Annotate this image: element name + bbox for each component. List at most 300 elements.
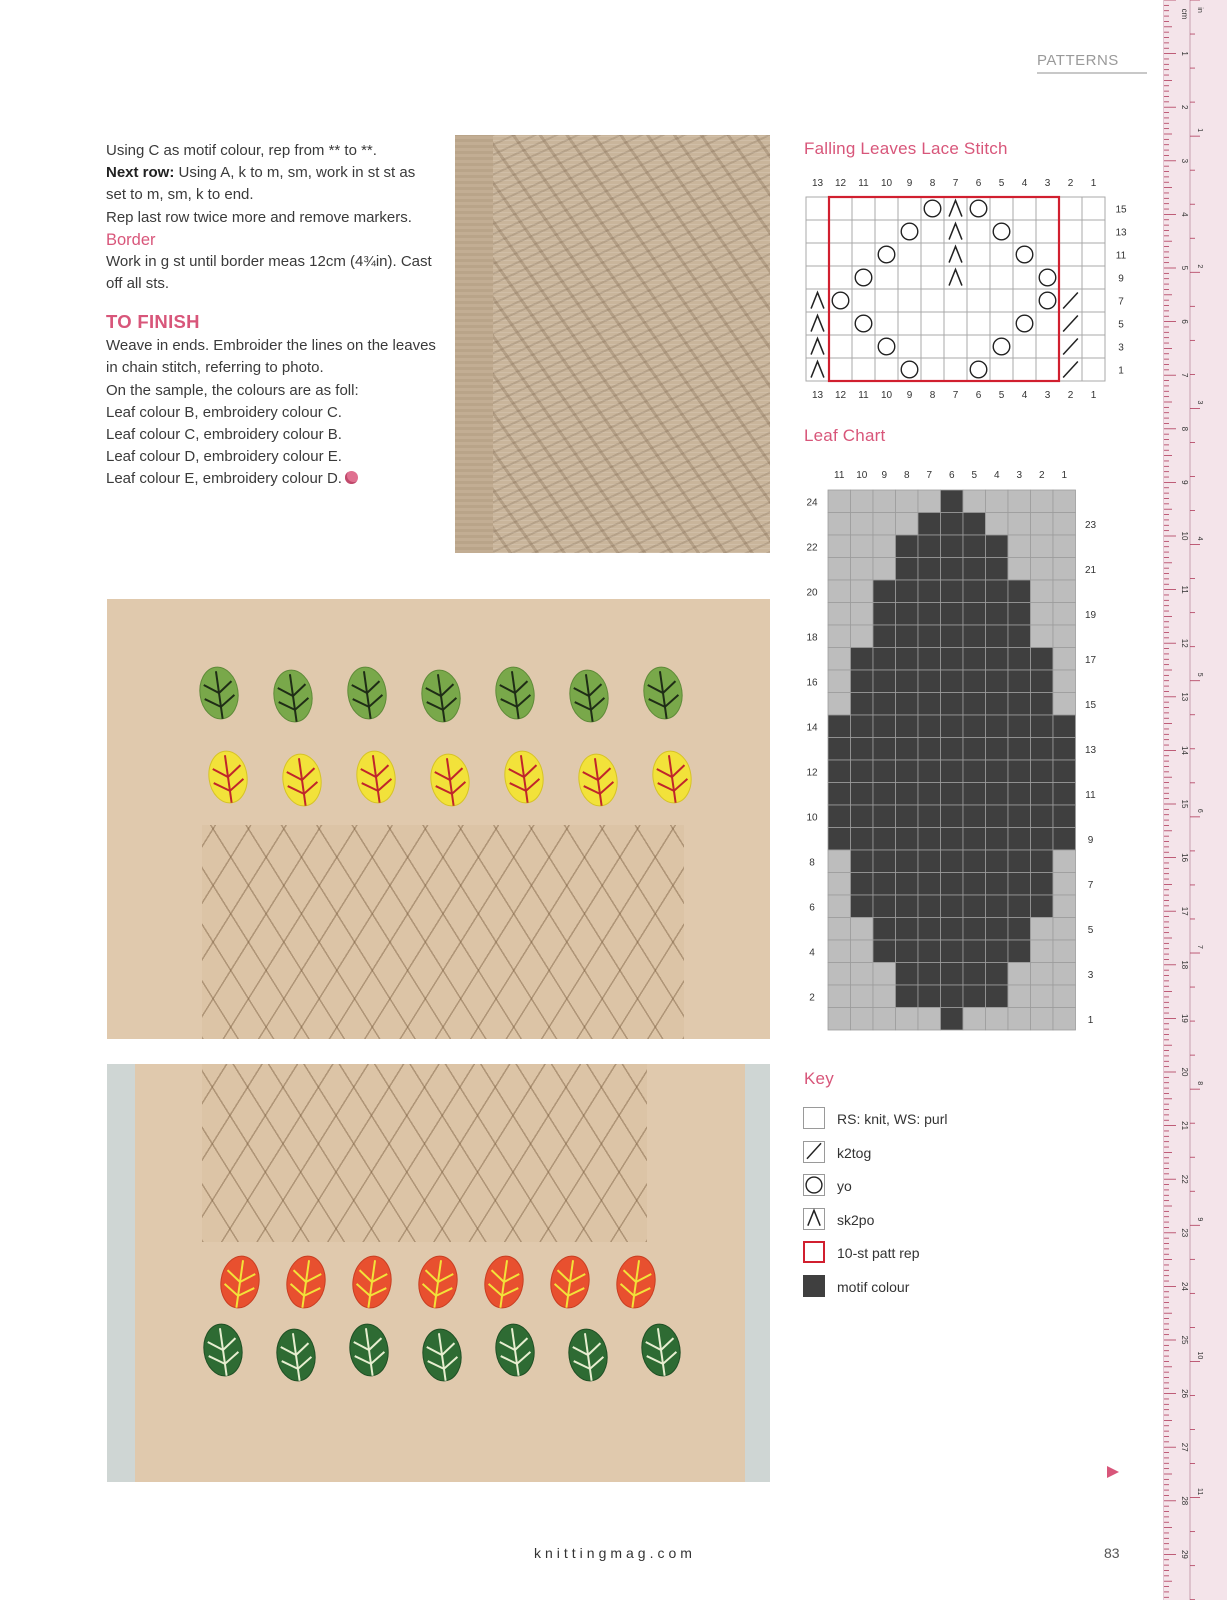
motif-cell [1008,850,1031,873]
row-label: 2 [809,992,815,1004]
motif-cell [963,513,986,536]
section-label: PATTERNS [1037,52,1147,74]
motif-cell [896,738,919,761]
motif-cell [828,828,851,851]
motif-cell [873,760,896,783]
ruler-unit-cm: cm [1180,8,1189,20]
leaf-motif [195,662,242,723]
motif-cell [1008,625,1031,648]
motif-cell [828,783,851,806]
sk2po-symbol [807,1211,819,1226]
ruler-in-label: 7 [1196,945,1203,949]
motif-cell [851,760,874,783]
leaf-motif [546,1251,593,1312]
motif-cell [896,580,919,603]
background-cell [851,535,874,558]
leaf-motif [426,749,473,810]
leaf-motif [612,1251,659,1312]
motif-cell [873,693,896,716]
motif-cell [941,648,964,671]
motif-cell [873,648,896,671]
motif-cell [986,783,1009,806]
motif-cell [1008,580,1031,603]
yo-key-icon [803,1174,825,1196]
column-label: 4 [1021,178,1028,189]
ruler-cm-label: 12 [1180,638,1189,648]
row-label: 9 [1118,273,1124,285]
key-title: Key [804,1069,834,1088]
background-cell [1053,648,1076,671]
chart-cell [944,335,967,358]
row-label: 18 [806,632,818,644]
key-label: yo [837,1178,852,1195]
chart-cell [967,266,990,289]
motif-cell [896,603,919,626]
footer-url: knittingmag.com [534,1545,696,1561]
background-cell [1053,670,1076,693]
motif-cell [918,963,941,986]
background-cell [1031,940,1054,963]
motif-cell [986,670,1009,693]
motif-cell [873,873,896,896]
ruler-cm-label: 23 [1180,1228,1189,1238]
motif-cell [963,693,986,716]
motif-cell [873,783,896,806]
background-cell [1008,513,1031,536]
background-cell [851,490,874,513]
background-cell [963,1008,986,1031]
key-label: RS: knit, WS: purl [837,1111,948,1127]
ruler-cm-label: 15 [1180,799,1189,809]
lace-panel [202,1064,647,1242]
background-cell [851,918,874,941]
motif-cell [986,648,1009,671]
chart-cell [944,358,967,381]
ruler-cm-label: 20 [1180,1067,1189,1077]
motif-cell [1008,783,1031,806]
next-row-text: Using A, k to m, sm, work in st st as set to m, sm, k to end. [106,164,416,204]
motif-cell [918,985,941,1008]
background-cell [828,490,851,513]
motif-cell [873,670,896,693]
background-cell [1031,490,1054,513]
key-label: sk2po [837,1211,875,1228]
blank-key-icon [803,1107,825,1129]
paragraph [106,162,436,206]
motif-cell [963,580,986,603]
column-label: 7 [952,178,959,189]
chart-cell [1059,243,1082,266]
leaf-motif [417,665,464,726]
chart-cell [921,243,944,266]
blanket-bottom-photo [107,1064,770,1482]
motif-cell [941,985,964,1008]
background-cell [896,513,919,536]
background-cell [828,513,851,536]
leaf-motif [272,1324,319,1385]
paragraph: Using C as motif colour, rep from ** to **. [106,142,377,159]
motif-cell [963,760,986,783]
motif-cell [918,940,941,963]
yo-symbol [806,1177,822,1193]
motif-cell [963,918,986,941]
chart-cell [875,312,898,335]
motif-cell [1008,760,1031,783]
background-cell [873,985,896,1008]
motif-cell [1031,873,1054,896]
column-label: 10 [856,470,868,481]
background-cell [1053,873,1076,896]
chart-cell [1036,220,1059,243]
motif-cell [941,625,964,648]
paragraph: Leaf colour D, embroidery colour E. [106,448,342,466]
motif-cell [963,715,986,738]
column-label: 6 [975,178,982,189]
column-label: 3 [1044,390,1051,401]
background-cell [896,490,919,513]
background-cell [828,918,851,941]
leaf-motif [345,1319,392,1380]
background-cell [1053,625,1076,648]
background-cell [1053,940,1076,963]
key-label: 10-st patt rep [837,1245,920,1262]
row-label: 19 [1084,609,1097,621]
column-label: 5 [998,178,1005,189]
chart-cell [921,335,944,358]
motif-cell [963,535,986,558]
pattern-text [106,140,436,491]
motif-cell [1008,895,1031,918]
chart-cell [1082,197,1105,220]
motif-cell [941,963,964,986]
row-label: 17 [1084,654,1097,666]
column-label: 2 [1067,390,1074,401]
chart-cell [852,335,875,358]
motif-cell [918,625,941,648]
row-label: 5 [1087,924,1094,936]
motif-cell [873,940,896,963]
background-cell [1053,963,1076,986]
ruler-unit-in: in [1196,7,1203,13]
column-label: 2 [1067,178,1074,189]
motif-cell [896,895,919,918]
background-cell [1008,1008,1031,1031]
ruler-cm-label: 1 [1180,51,1189,56]
motif-cell [1008,603,1031,626]
motif-cell [918,895,941,918]
measuring-ruler [1163,0,1227,1600]
page-number: 83 [1104,1545,1120,1561]
motif-cell [1031,805,1054,828]
motif-cell [986,535,1009,558]
motif-cell [1053,828,1076,851]
chart-cell [852,197,875,220]
column-label: 3 [1016,470,1023,481]
column-label: 11 [858,178,869,189]
motif-cell [1031,715,1054,738]
motif-cell [851,850,874,873]
motif-cell [963,850,986,873]
motif-cell [963,603,986,626]
row-label: 20 [806,587,818,599]
ruler-cm-label: 13 [1180,692,1189,702]
ruler-in-label: 10 [1196,1351,1203,1360]
motif-cell [851,805,874,828]
motif-cell [986,738,1009,761]
leaf-motif [500,746,547,807]
motif-cell [941,873,964,896]
chart-cell [829,220,852,243]
repeat-key-icon [803,1241,825,1263]
ruler-cm-label: 9 [1180,480,1189,485]
motif-cell [1008,738,1031,761]
motif-cell [1053,805,1076,828]
motif-cell [986,918,1009,941]
k2tog-symbol [806,1143,820,1158]
leaf-motif [564,1324,611,1385]
column-label: 8 [929,178,936,189]
motif-cell [963,558,986,581]
motif-cell [918,805,941,828]
background-cell [851,513,874,536]
motif-cell [941,580,964,603]
chart-cell [806,243,829,266]
paragraph [106,468,436,490]
column-label: 4 [993,470,1000,481]
ruler-cm-label: 16 [1180,853,1189,863]
column-label: 8 [903,470,910,481]
column-label: 1 [1090,390,1097,401]
motif-cell [963,738,986,761]
lace-chart-title: Falling Leaves Lace Stitch [804,139,1008,158]
motif-cell [896,985,919,1008]
chart-cell [1013,335,1036,358]
background-cell [851,603,874,626]
ruler-cm-label: 18 [1180,960,1189,970]
chart-cell [806,266,829,289]
chart-cell [1082,266,1105,289]
motif-cell [873,738,896,761]
ruler-cm-label: 24 [1180,1281,1189,1291]
motif-cell [986,850,1009,873]
motif-cell [963,828,986,851]
motif-cell [918,535,941,558]
motif-cell [986,895,1009,918]
motif-cell [918,760,941,783]
chart-cell [806,220,829,243]
background-cell [828,648,851,671]
ruler-in-label: 1 [1196,128,1203,133]
chart-cell [875,289,898,312]
column-label: 1 [1090,178,1097,189]
background-cell [828,535,851,558]
column-label: 5 [971,470,978,481]
ruler-in-label: 5 [1196,672,1203,677]
background-cell [873,558,896,581]
motif-cell [918,738,941,761]
motif-cell [851,783,874,806]
motif-cell [986,693,1009,716]
chart-cell [1036,243,1059,266]
background-cell [1008,558,1031,581]
motif-cell [873,805,896,828]
chart-cell [990,289,1013,312]
motif-cell [1031,895,1054,918]
chart-cell [1013,220,1036,243]
chart-cell [898,266,921,289]
background-cell [918,1008,941,1031]
chart-cell [1059,220,1082,243]
background-cell [918,490,941,513]
leaf-motif [204,746,251,807]
chart-cell [944,289,967,312]
motif-cell [1008,873,1031,896]
k2tog-key-icon [803,1141,825,1163]
background-cell [1031,625,1054,648]
motif-cell [873,603,896,626]
background-cell [851,985,874,1008]
motif-cell [896,648,919,671]
chart-cell [1013,358,1036,381]
leaf-motif [199,1319,246,1380]
motif-cell [1053,715,1076,738]
motif-cell [986,625,1009,648]
chart-cell [898,197,921,220]
motif-cell [918,603,941,626]
garter-edge [455,135,493,553]
motif-cell [873,625,896,648]
background-cell [1008,963,1031,986]
motif-cell [828,715,851,738]
row-label: 7 [1087,879,1094,891]
background-cell [828,850,851,873]
motif-cell [896,558,919,581]
background-cell [851,625,874,648]
motif-cell [873,715,896,738]
background-cell [828,603,851,626]
motif-cell [918,715,941,738]
background-cell [873,963,896,986]
motif-cell [1031,828,1054,851]
lace-chart [800,172,1130,406]
motif-cell [873,918,896,941]
chart-cell [875,266,898,289]
motif-cell [918,513,941,536]
leaf-motif [282,1251,329,1312]
motif-key-icon [803,1275,825,1297]
leaf-motif [414,1251,461,1312]
chart-cell [944,312,967,335]
motif-cell [1031,648,1054,671]
motif-cell [941,693,964,716]
blanket-top-photo [107,599,770,1039]
ruler-in-label: 4 [1196,536,1203,541]
chart-cell [1082,289,1105,312]
row-label: 1 [1118,365,1124,377]
background-cell [828,873,851,896]
column-label: 12 [834,178,847,189]
motif-cell [851,715,874,738]
paragraph-text: Leaf colour E, embroidery colour D. [106,470,342,488]
chart-cell [1013,289,1036,312]
background-cell [1053,850,1076,873]
row-label: 23 [1084,519,1097,531]
column-label: 9 [906,178,913,189]
ruler-in-label: 3 [1196,400,1203,405]
motif-cell [963,625,986,648]
leaf-motif [278,749,325,810]
ruler-in-label: 8 [1196,1081,1203,1086]
motif-cell [1008,918,1031,941]
background-cell [1053,895,1076,918]
chart-cell [1059,266,1082,289]
ruler-cm-label: 14 [1180,745,1189,755]
chart-cell [829,266,852,289]
chart-cell [921,312,944,335]
motif-cell [896,535,919,558]
ruler-cm-label: 3 [1180,158,1189,164]
motif-cell [1031,850,1054,873]
ruler-cm-label: 29 [1180,1549,1189,1559]
leaf-motif [269,665,316,726]
ruler-cm-label: 7 [1180,372,1189,378]
motif-cell [918,873,941,896]
ruler-cm-label: 22 [1180,1174,1189,1184]
row-label: 12 [806,767,818,779]
motif-cell [1008,648,1031,671]
motif-cell [941,603,964,626]
background-cell [851,580,874,603]
motif-cell [963,895,986,918]
motif-cell [1053,760,1076,783]
motif-cell [1031,760,1054,783]
background-cell [1053,490,1076,513]
leaf-motif [491,662,538,723]
chart-cell [829,358,852,381]
chart-cell [1036,335,1059,358]
motif-cell [1008,693,1031,716]
chart-cell [1082,243,1105,266]
next-page-arrow-icon[interactable] [1107,1466,1119,1478]
leaf-motif [418,1324,465,1385]
background-cell [1031,963,1054,986]
motif-cell [1053,738,1076,761]
row-label: 5 [1118,319,1124,331]
chart-cell [967,220,990,243]
chart-cell [1013,266,1036,289]
paragraph: Rep last row twice more and remove markers. [106,208,412,226]
motif-cell [941,535,964,558]
motif-cell [1008,715,1031,738]
column-label: 9 [906,390,913,401]
motif-cell [896,783,919,806]
key-label: k2tog [837,1144,872,1161]
motif-cell [986,603,1009,626]
background-cell [1031,918,1054,941]
background-cell [963,490,986,513]
background-cell [1053,603,1076,626]
column-label: 10 [880,390,893,401]
background-cell [873,513,896,536]
motif-cell [963,805,986,828]
motif-cell [873,895,896,918]
background-cell [1053,558,1076,581]
background-cell [1053,918,1076,941]
ruler-in-label: 6 [1196,808,1203,813]
chart-cell [875,197,898,220]
motif-cell [941,715,964,738]
motif-cell [941,490,964,513]
